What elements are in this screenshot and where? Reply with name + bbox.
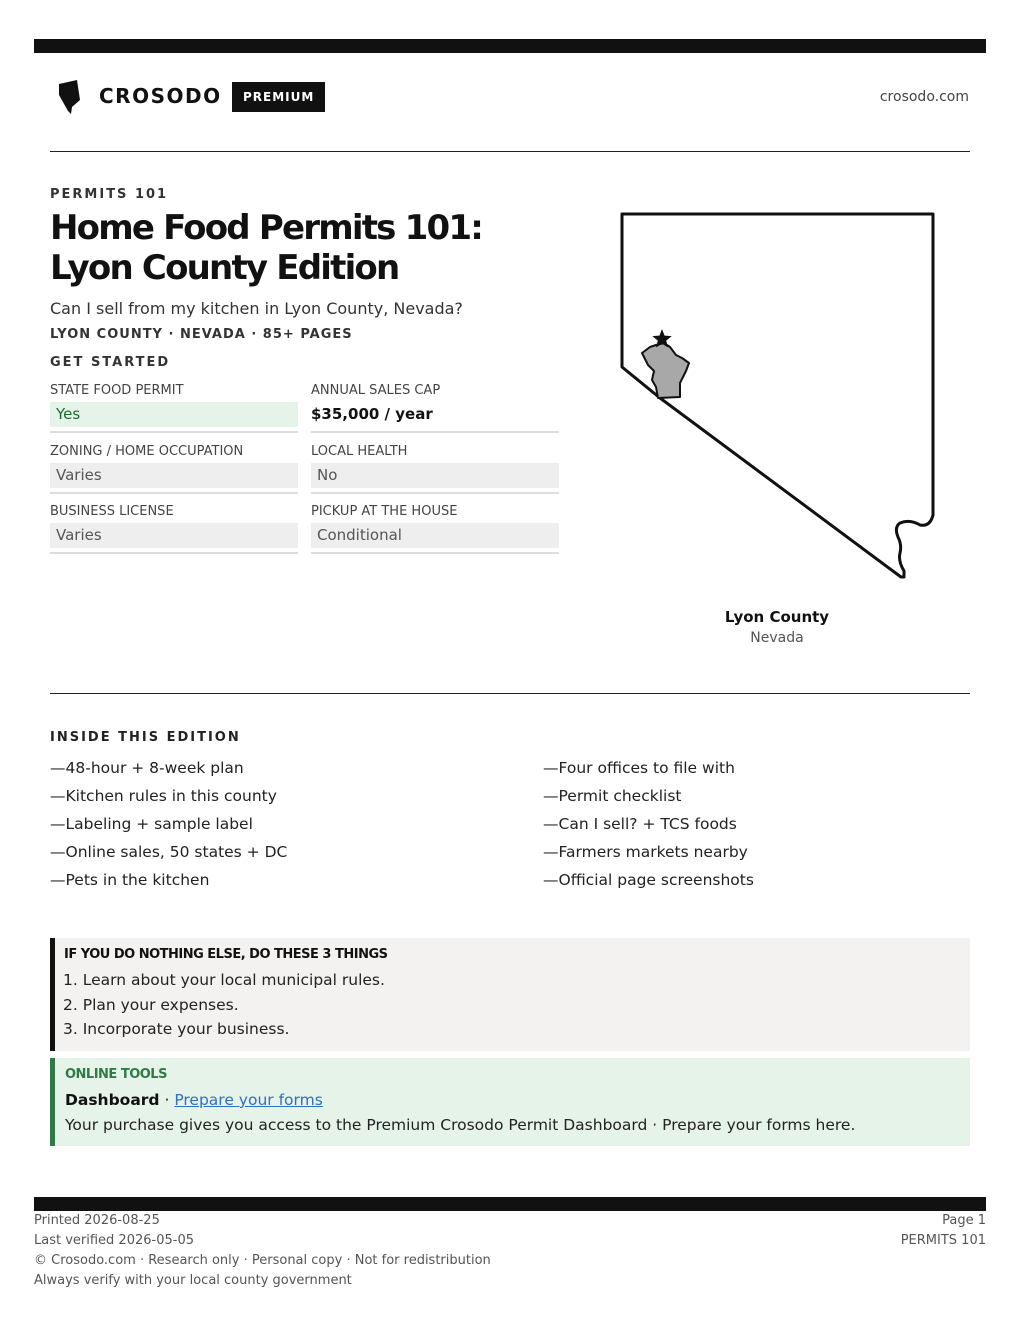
fact-value: Varies xyxy=(50,463,298,488)
dashboard-separator: · xyxy=(159,1091,175,1109)
toc-right-column xyxy=(543,757,943,897)
online-tools-callout xyxy=(50,1058,970,1146)
fact-state-food-permit xyxy=(50,383,298,433)
verify-disclaimer: Always verify with your local county government xyxy=(34,1273,352,1288)
verified-date: Last verified 2026-05-05 xyxy=(34,1233,194,1248)
callout-item: 1. Learn about your local municipal rules. xyxy=(63,971,385,989)
fact-label: BUSINESS LICENSE xyxy=(50,504,174,519)
fact-value: Varies xyxy=(50,523,298,548)
toc-left-column xyxy=(50,757,450,897)
crosodo-logo-icon xyxy=(58,80,82,114)
fact-label: ZONING / HOME OCCUPATION xyxy=(50,444,244,459)
fact-value: No xyxy=(311,463,559,488)
fact-business-license xyxy=(50,504,298,554)
fact-label: ANNUAL SALES CAP xyxy=(311,383,441,398)
fact-label: LOCAL HEALTH xyxy=(311,444,408,459)
toc-item: —Permit checklist xyxy=(543,787,682,805)
three-things-callout xyxy=(50,938,970,1051)
fact-zoning xyxy=(50,444,298,494)
fact-label: PICKUP AT THE HOUSE xyxy=(311,504,458,519)
fact-local-health xyxy=(311,444,559,494)
online-tools-heading: ONLINE TOOLS xyxy=(65,1067,167,1082)
fact-value: Conditional xyxy=(311,523,559,548)
toc-item: —Four offices to file with xyxy=(543,759,735,777)
dashboard-label: Dashboard xyxy=(65,1091,160,1109)
fact-value: Yes xyxy=(50,402,298,427)
section-eyebrow: PERMITS 101 xyxy=(50,187,169,202)
callout-item: 3. Incorporate your business. xyxy=(63,1020,290,1038)
section-divider xyxy=(50,693,970,694)
toc-item: —Farmers markets nearby xyxy=(543,843,748,861)
toc-item: —Pets in the kitchen xyxy=(50,871,210,889)
map-county-label: Lyon County xyxy=(724,608,830,626)
toc-item: —Labeling + sample label xyxy=(50,815,253,833)
toc-item: —Kitchen rules in this county xyxy=(50,787,277,805)
copyright-notice: © Crosodo.com · Research only · Personal copy · Not for redistribution xyxy=(34,1253,491,1268)
fact-value: $35,000 / year xyxy=(311,405,433,423)
callout-item: 2. Plan your expenses. xyxy=(63,996,239,1014)
toc-item: —48-hour + 8-week plan xyxy=(50,759,244,777)
fact-annual-sales-cap xyxy=(311,383,559,433)
site-url[interactable]: crosodo.com xyxy=(879,89,969,105)
inside-edition-heading: INSIDE THIS EDITION xyxy=(50,730,241,745)
top-bar xyxy=(34,39,986,53)
edition-meta: LYON COUNTY · NEVADA · 85+ PAGES xyxy=(50,327,353,342)
callout-heading: IF YOU DO NOTHING ELSE, DO THESE 3 THINGS xyxy=(64,947,388,962)
prepare-forms-link[interactable]: Prepare your forms xyxy=(174,1091,323,1109)
map-state-label: Nevada xyxy=(750,630,804,646)
printed-date: Printed 2026-08-25 xyxy=(34,1213,160,1228)
get-started-heading: GET STARTED xyxy=(50,355,171,370)
nevada-map xyxy=(612,205,942,585)
header-divider xyxy=(50,151,970,152)
premium-badge: PREMIUM xyxy=(232,82,325,112)
footer-section: PERMITS 101 xyxy=(900,1233,986,1248)
fact-label: STATE FOOD PERMIT xyxy=(50,383,184,398)
toc-item: —Online sales, 50 states + DC xyxy=(50,843,288,861)
page-title: Home Food Permits 101: Lyon County Edition xyxy=(50,208,483,288)
brand-name[interactable]: CROSODO xyxy=(99,84,222,108)
page-number: Page 1 xyxy=(942,1213,986,1228)
toc-item: —Can I sell? + TCS foods xyxy=(543,815,737,833)
toc-item: —Official page screenshots xyxy=(543,871,754,889)
bottom-bar xyxy=(34,1197,986,1211)
header xyxy=(50,78,970,118)
dashboard-description: Your purchase gives you access to the Premium Crosodo Permit Dashboard · Prepare your forms here. xyxy=(65,1116,856,1134)
page-subtitle: Can I sell from my kitchen in Lyon County, Nevada? xyxy=(50,299,463,318)
fact-pickup xyxy=(311,504,559,554)
dashboard-line xyxy=(65,1091,323,1109)
